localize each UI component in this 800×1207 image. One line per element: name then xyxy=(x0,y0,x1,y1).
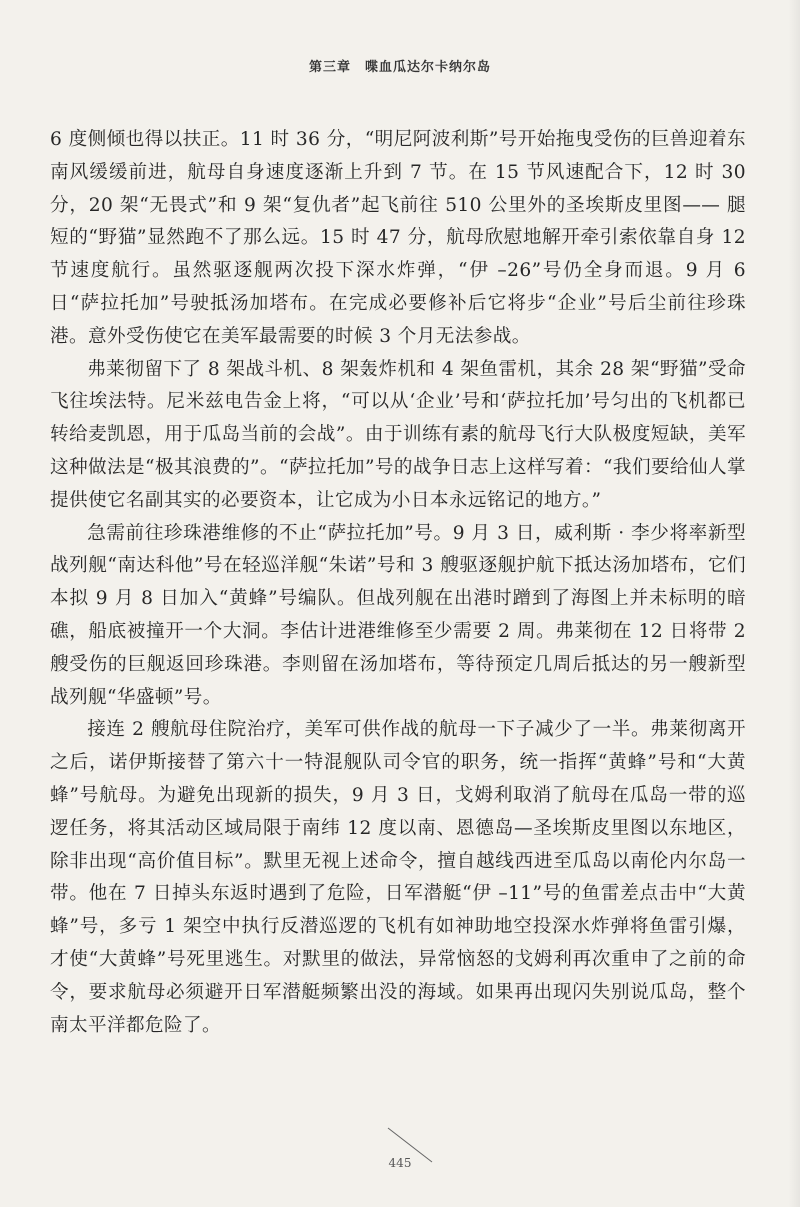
body-text xyxy=(50,124,746,1042)
paragraph-2: 弗莱彻留下了 8 架战斗机、8 架轰炸机和 4 架鱼雷机，其余 28 架“野猫”受命飞往埃法特。尼米兹电告金上将，“可以从‘企业’号和‘萨拉托加’号匀出的飞机都已转给麦凯恩，用于瓜岛当前的会战”。由于训练有素的航母飞行大队极度短缺，美军这种做法是“极其浪费的”。“萨拉托加”号的战争日志上这样写着：“我们要给仙人掌提供使它名副其实的必要资本，让它成为小日本永远铭记的地方。” xyxy=(50,358,746,511)
chapter-title: 喋血瓜达尔卡纳尔岛 xyxy=(365,60,492,75)
running-header xyxy=(0,56,800,75)
paragraph-1: 6 度侧倾也得以扶正。11 时 36 分，“明尼阿波利斯”号开始拖曳受伤的巨兽迎着东南风缓缓前进，航母自身速度逐渐上升到 7 节。在 15 节风速配合下，12 时 30 分，20 架“无畏式”和 9 架“复仇者”起飞前往 510 公里外的圣埃斯皮里图—— 腿短的“野猫”显然跑不了那么远。15 时 47 分，航母欣慰地解开牵引索依靠自身 12 节速度航行。虽然驱逐舰两次投下深水炸弹，“伊 –26”号仍全身而退。9 月 6 日“萨拉托加”号驶抵汤加塔布。在完成必要修补后它将步“企业”号后尘前往珍珠港。意外受伤使它在美军最需要的时候 3 个月无法参战。 xyxy=(50,129,746,347)
page-edge-shade xyxy=(788,0,800,1207)
paragraph-3: 急需前往珍珠港维修的不止“萨拉托加”号。9 月 3 日，威利斯 · 李少将率新型战列舰“南达科他”号在轻巡洋舰“朱诺”号和 3 艘驱逐舰护航下抵达汤加塔布，它们本拟 9 月 8 日加入“黄蜂”号编队。但战列舰在出港时蹭到了海图上并未标明的暗礁，船底被撞开一个大洞。李估计进港维修至少需要 2 周。弗莱彻在 12 日将带 2 艘受伤的巨舰返回珍珠港。李则留在汤加塔布，等待预定几周后抵达的另一艘新型战列舰“华盛顿”号。 xyxy=(50,522,746,708)
chapter-number: 第三章 xyxy=(308,60,351,75)
page-number: 445 xyxy=(388,1156,412,1170)
paragraph-4: 接连 2 艘航母住院治疗，美军可供作战的航母一下子减少了一半。弗莱彻离开之后，诺伊斯接替了第六十一特混舰队司令官的职务，统一指挥“黄蜂”号和“大黄蜂”号航母。为避免出现新的损失，9 月 3 日，戈姆利取消了航母在瓜岛一带的巡逻任务，将其活动区域局限于南纬 12 度以南、恩德岛—圣埃斯皮里图以东地区，除非出现“高价值目标”。默里无视上述命令，擅自越线西进至瓜岛以南伦内尔岛一带。他在 7 日掉头东返时遇到了危险，日军潜艇“伊 –11”号的鱼雷差点击中“大黄蜂”号，多亏 1 架空中执行反潜巡逻的飞机有如神助地空投深水炸弹将鱼雷引爆，才使“大黄蜂”号死里逃生。对默里的做法，异常恼怒的戈姆利再次重申了之前的命令，要求航母必须避开日军潜艇频繁出没的海域。如果再出现闪失别说瓜岛，整个南太平洋都危险了。 xyxy=(50,719,746,1036)
